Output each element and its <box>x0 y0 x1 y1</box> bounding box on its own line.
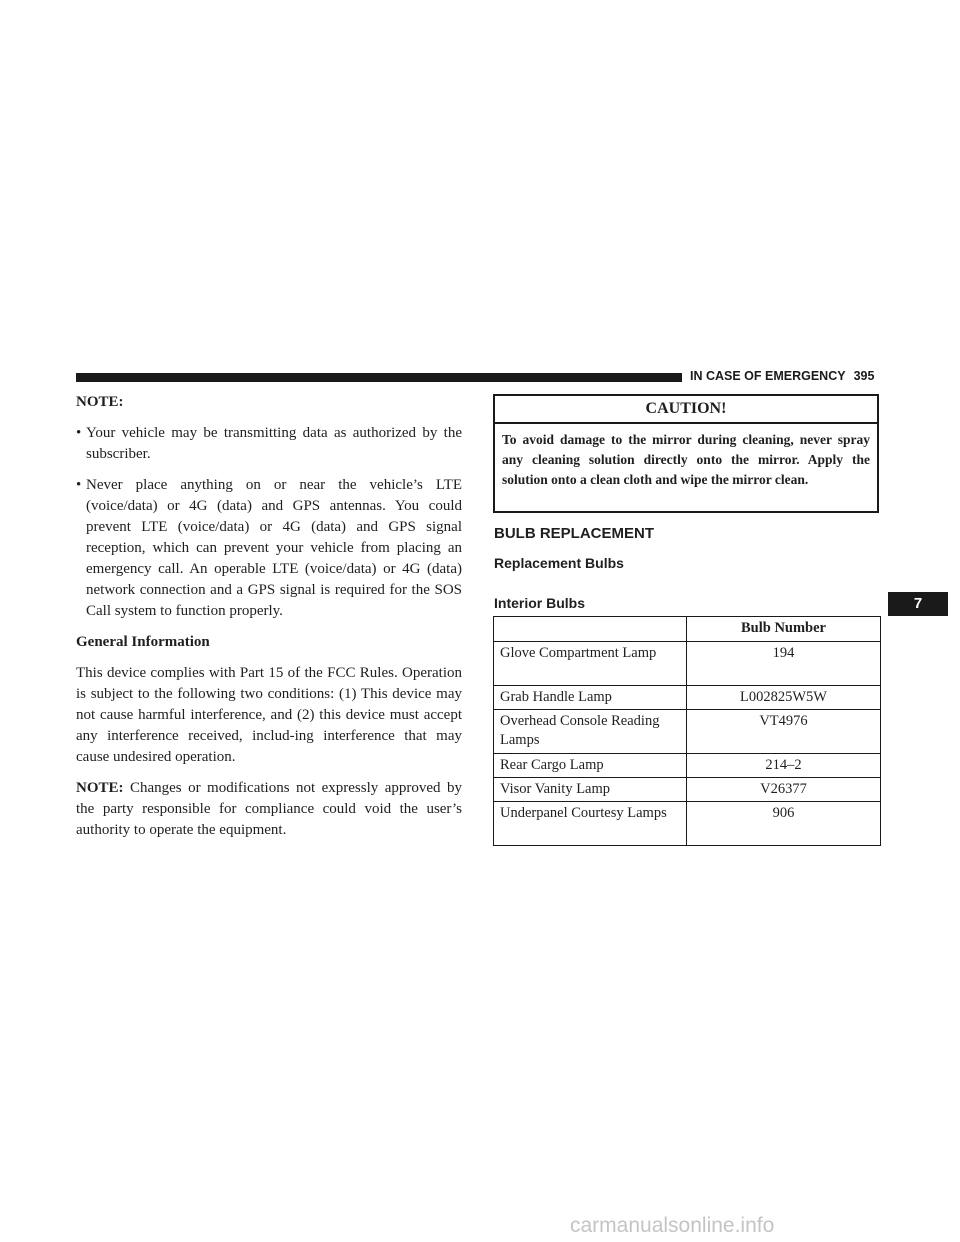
bullet-text: Never place anything on or near the vehicle’s LTE (voice/data) or 4G (data) and GPS antennas. You could prevent LTE (voice/data) or 4G (data) and GPS signal reception, which can prevent your vehicle from placing an emergency call. An operable LTE (voice/data) or 4G (data) network connection and a GPS signal is required for the SOS Call system to function properly. <box>86 477 462 619</box>
caution-text: To avoid damage to the mirror during cleaning, never spray any cleaning solution directly onto the mirror. Apply the solution onto a clean cloth and wipe the mirror clean. <box>502 432 870 487</box>
section-title: BULB REPLACEMENT <box>494 525 654 542</box>
table-cell-lamp: Visor Vanity Lamp <box>494 778 687 802</box>
bullet-item <box>76 423 462 465</box>
table-row <box>494 778 881 802</box>
page-number: 395 <box>853 369 875 383</box>
chapter-tab: 7 <box>888 592 948 616</box>
table-cell-bulb: 906 <box>687 802 881 846</box>
caution-box <box>493 394 879 513</box>
watermark-link[interactable]: carmanualsonline.info <box>570 1214 775 1237</box>
table-cell-bulb: V26377 <box>687 778 881 802</box>
table-cell-bulb: L002825W5W <box>687 686 881 710</box>
table-row <box>494 686 881 710</box>
table-cell-lamp: Grab Handle Lamp <box>494 686 687 710</box>
caution-title: CAUTION! <box>495 396 877 424</box>
header-rule <box>76 373 682 382</box>
header-section-title: IN CASE OF EMERGENCY <box>690 369 846 383</box>
table-row <box>494 754 881 778</box>
note-text: Changes or modifications not expressly approved by the party responsible for compliance could void the user’s authority to operate the equipment. <box>76 780 462 838</box>
table-row <box>494 710 881 754</box>
table-row <box>494 642 881 686</box>
table-cell-bulb: 214–2 <box>687 754 881 778</box>
table-row <box>494 802 881 846</box>
table-cell-lamp: Rear Cargo Lamp <box>494 754 687 778</box>
subsection-title: Replacement Bulbs <box>494 555 624 571</box>
bullet-dot-icon: • <box>76 425 82 441</box>
fcc-paragraph: This device complies with Part 15 of the FCC Rules. Operation is subject to the following two conditions: (1) This device may not cause harmful interference, and (2) this device must accept any interference received, includ-ing interference that may cause undesired operation. <box>76 665 462 765</box>
bullet-text: Your vehicle may be transmitting data as authorized by the subscriber. <box>86 425 462 462</box>
bullet-item <box>76 475 462 622</box>
general-info-heading: General Information <box>76 634 210 650</box>
running-header <box>690 369 890 383</box>
bulb-table <box>493 616 881 846</box>
note-paragraph <box>76 778 462 841</box>
note-heading: NOTE: <box>76 394 124 410</box>
left-column <box>76 392 462 851</box>
note-label: NOTE: <box>76 780 124 796</box>
table-header-cell <box>494 617 687 642</box>
table-header-row <box>494 617 881 642</box>
table-cell-lamp: Overhead Console Reading Lamps <box>494 710 687 754</box>
table-cell-bulb: VT4976 <box>687 710 881 754</box>
table-title: Interior Bulbs <box>494 595 586 611</box>
table-cell-lamp: Underpanel Courtesy Lamps <box>494 802 687 846</box>
table-cell-bulb: 194 <box>687 642 881 686</box>
table-cell-lamp: Glove Compartment Lamp <box>494 642 687 686</box>
bullet-dot-icon: • <box>76 477 82 493</box>
table-header-cell: Bulb Number <box>687 617 881 642</box>
